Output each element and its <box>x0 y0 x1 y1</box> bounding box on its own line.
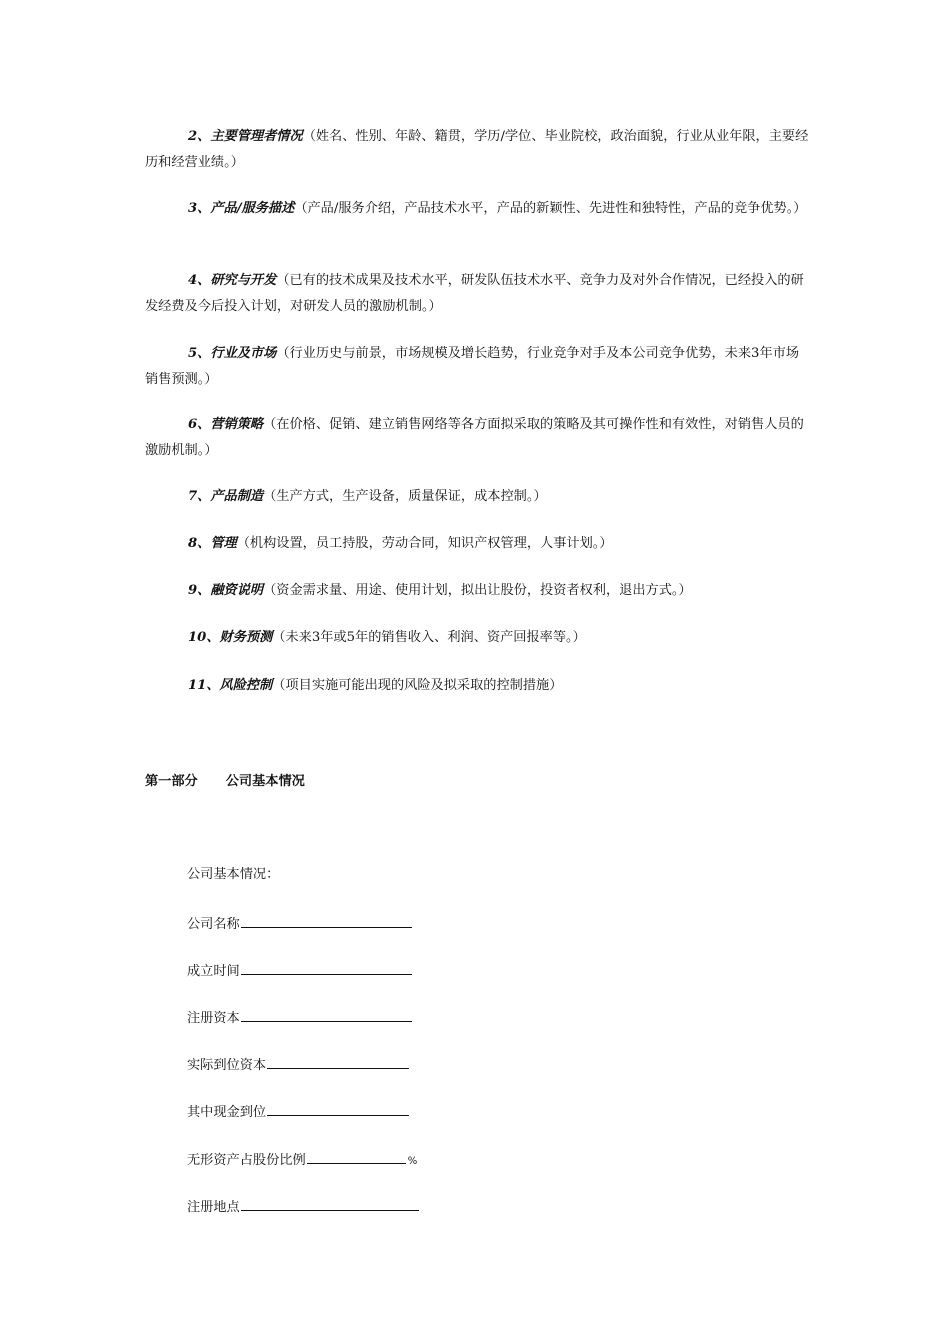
field-intangible-assets-ratio[interactable] <box>187 1146 417 1175</box>
fill-in-line[interactable] <box>267 1051 409 1069</box>
item-industry-market <box>145 341 810 393</box>
fill-in-line[interactable] <box>307 1146 406 1164</box>
section-heading <box>145 769 305 795</box>
item-title: 5、行业及市场 <box>188 346 277 361</box>
fill-in-line[interactable] <box>267 1098 409 1116</box>
item-risk-control <box>145 673 810 699</box>
item-financing <box>145 578 810 604</box>
field-label: 其中现金到位 <box>187 1105 267 1120</box>
item-title: 4、研究与开发 <box>188 273 277 288</box>
item-description: （在价格、促销、建立销售网络等各方面拟采取的策略及其可操作性和有效性，对销售人员的激励机制。） <box>145 417 804 458</box>
item-description: （已有的技术成果及技术水平，研发队伍技术水平、竞争力及对外合作情况，已经投入的研发经费及今后投入计划，对研发人员的激励机制。） <box>145 273 804 314</box>
item-description: （生产方式，生产设备，质量保证，成本控制。） <box>263 489 547 504</box>
field-paid-in-capital[interactable] <box>187 1051 409 1079</box>
item-title: 10、财务预测 <box>188 630 273 645</box>
item-marketing-strategy <box>145 412 810 464</box>
item-title: 6、营销策略 <box>188 417 264 432</box>
item-description: （项目实施可能出现的风险及拟采取的控制措施） <box>272 678 563 693</box>
fill-in-line[interactable] <box>241 910 412 928</box>
item-title: 3、产品/服务描述 <box>188 201 295 216</box>
item-description: （未来3年或5年的销售收入、利润、资产回报率等。） <box>272 630 586 645</box>
fill-in-line[interactable] <box>241 957 412 975</box>
item-title: 8、管理 <box>188 536 237 551</box>
field-label: 注册地点 <box>187 1200 240 1215</box>
item-title: 11、风险控制 <box>188 678 273 693</box>
fill-in-line[interactable] <box>241 1193 419 1211</box>
percent-sign: % <box>407 1156 418 1167</box>
item-description: （行业历史与前景，市场规模及增长趋势，行业竞争对手及本公司竞争优势，未来3年市场销售预测。） <box>145 346 800 387</box>
item-description: （姓名、性别、年龄、籍贯，学历/学位、毕业院校，政治面貌，行业从业年限，主要经历和经营业绩。） <box>145 129 809 170</box>
fill-in-line[interactable] <box>241 1004 412 1022</box>
field-label: 实际到位资本 <box>187 1058 267 1073</box>
item-description: （机构设置，员工持股，劳动合同，知识产权管理，人事计划。） <box>236 536 613 551</box>
item-title: 2、主要管理者情况 <box>188 129 303 144</box>
field-label: 成立时间 <box>187 964 240 979</box>
field-label: 注册资本 <box>187 1011 240 1026</box>
section-title: 公司基本情况 <box>225 774 305 789</box>
item-main-managers <box>145 124 810 176</box>
field-label: 无形资产占股份比例 <box>187 1153 306 1168</box>
item-financial-forecast <box>145 625 810 651</box>
item-product-service <box>145 196 810 222</box>
field-label: 公司名称 <box>187 917 240 932</box>
form-heading: 公司基本情况： <box>187 867 280 882</box>
item-research-development <box>145 268 810 320</box>
item-title: 9、融资说明 <box>188 583 264 598</box>
field-cash-paid-in[interactable] <box>187 1098 409 1126</box>
item-manufacturing <box>145 484 810 510</box>
item-description: （产品/服务介绍，产品技术水平，产品的新颖性、先进性和独特性，产品的竞争优势。） <box>294 201 807 216</box>
field-established-date[interactable] <box>187 957 412 985</box>
section-part: 第一部分 <box>145 774 198 789</box>
item-management <box>145 531 810 557</box>
field-registered-capital[interactable] <box>187 1004 412 1032</box>
item-description: （资金需求量、用途、使用计划，拟出让股份，投资者权利，退出方式。） <box>263 583 692 598</box>
item-title: 7、产品制造 <box>188 489 264 504</box>
field-registered-address[interactable] <box>187 1193 419 1221</box>
field-company-name[interactable] <box>187 910 412 938</box>
